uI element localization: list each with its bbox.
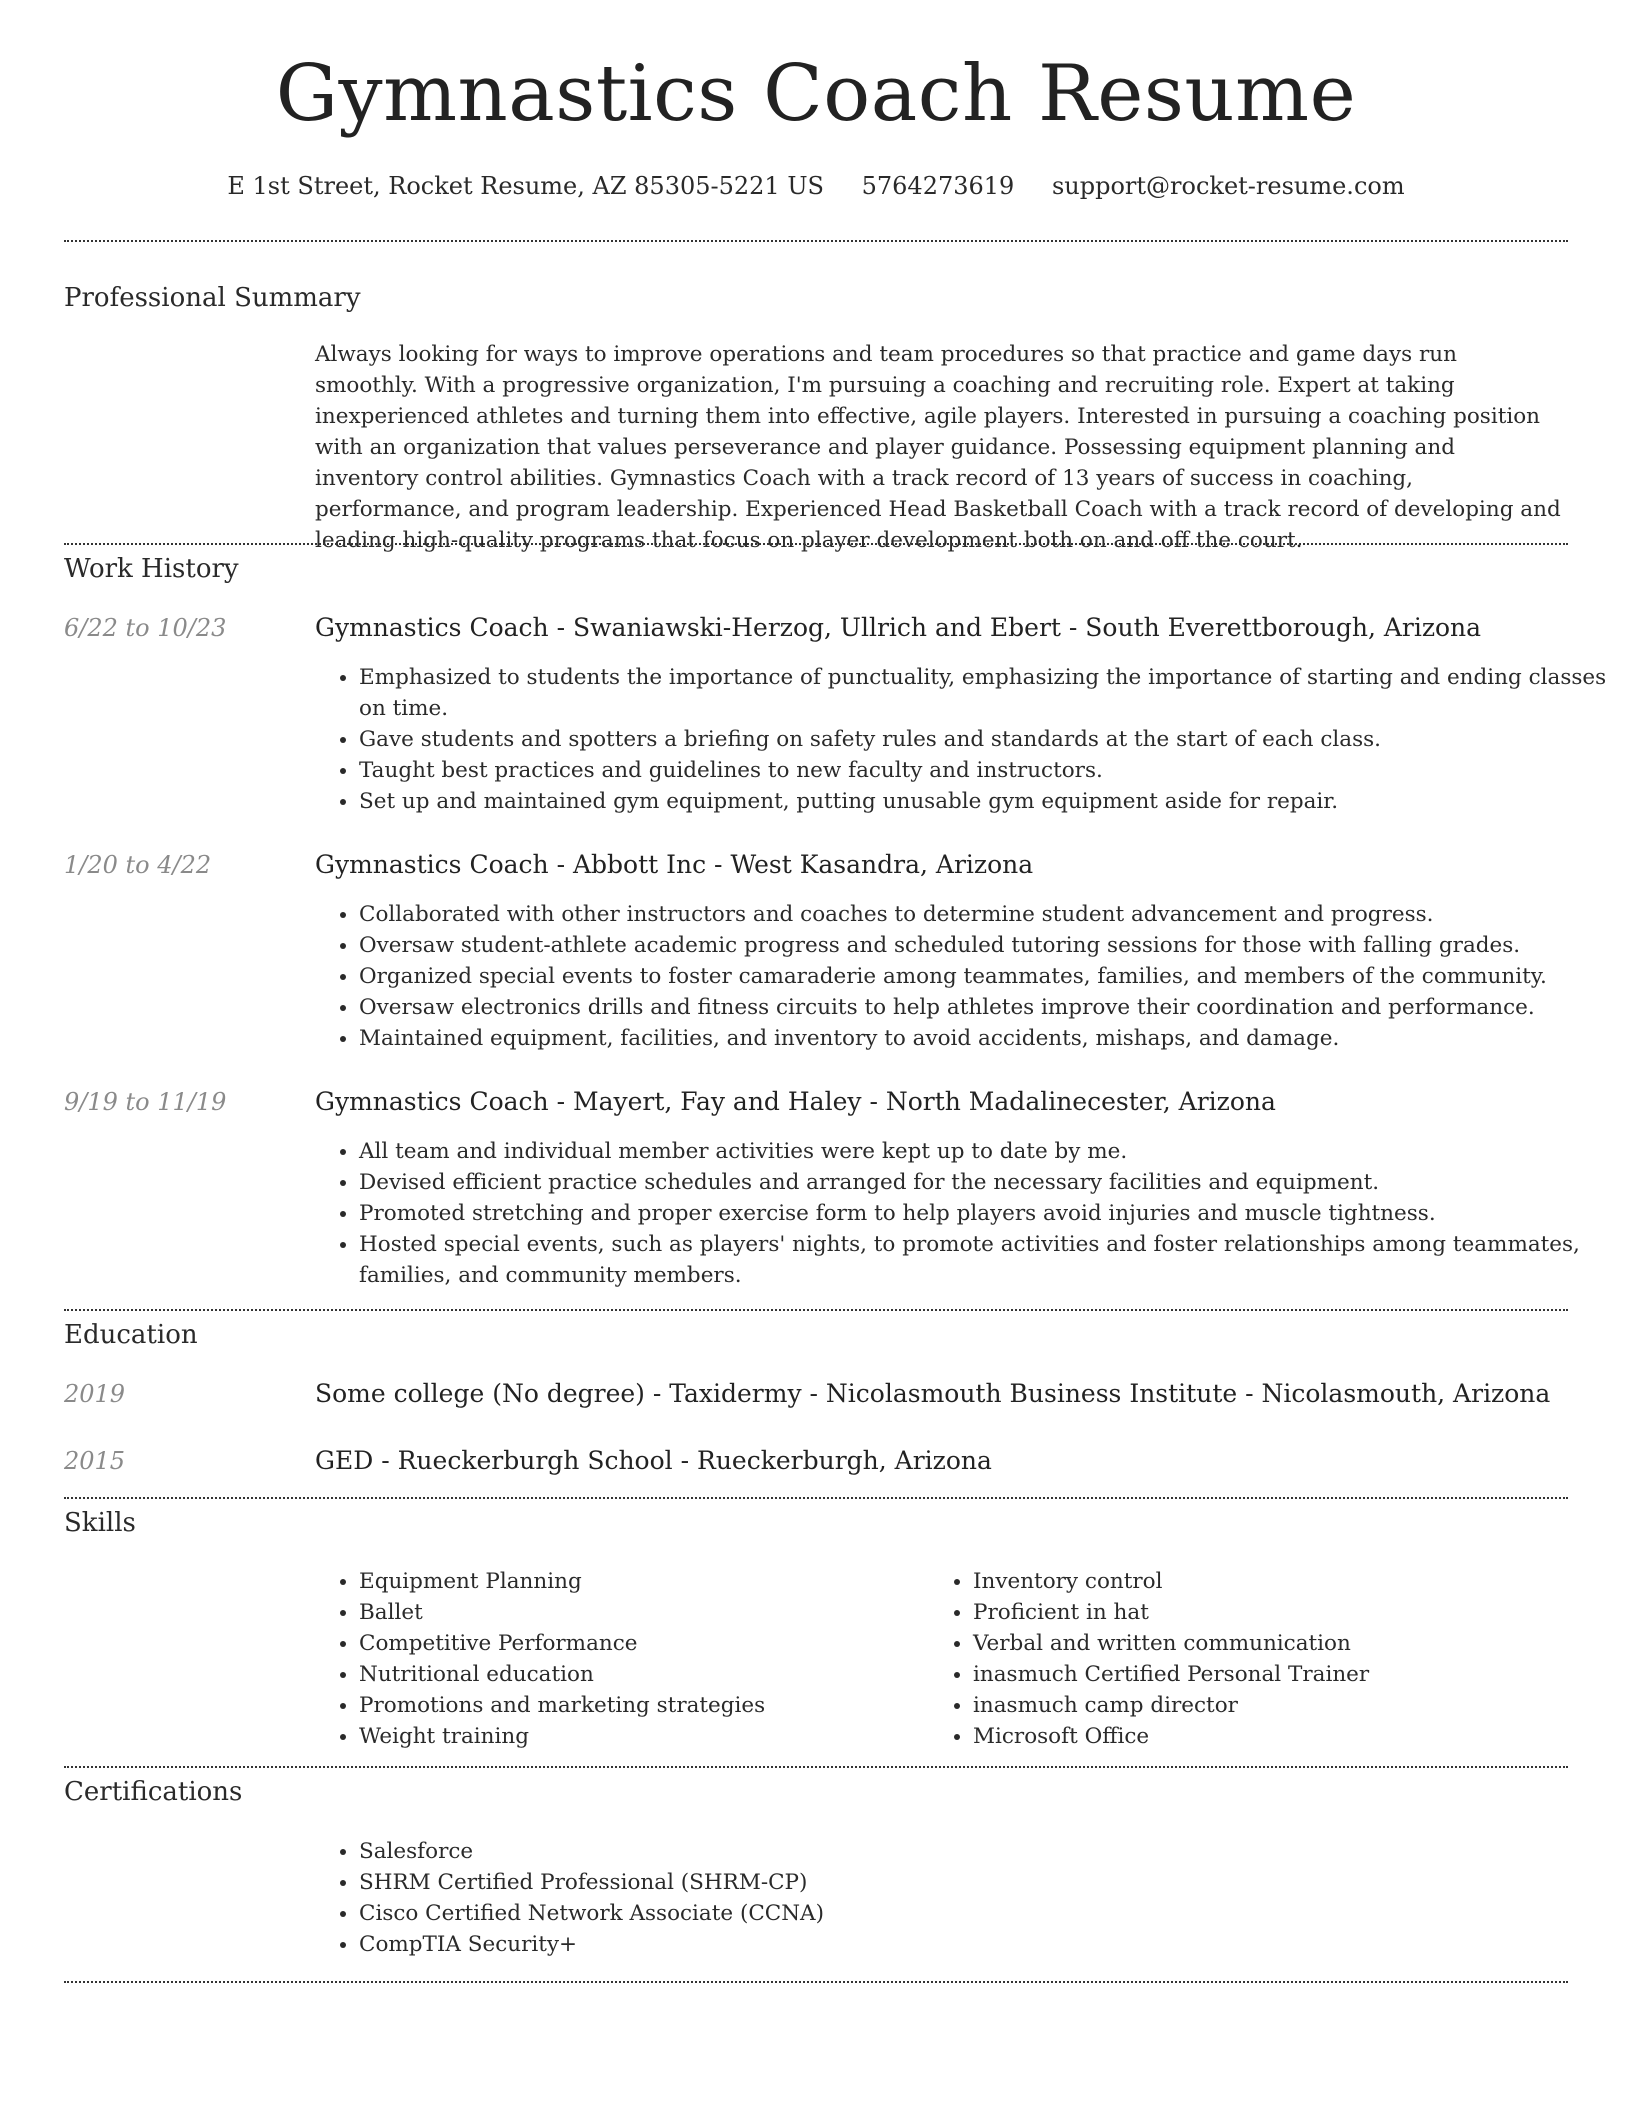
section-divider [64, 240, 1568, 242]
list-item: • Maintained equipment, facilities, and inventory to avoid accidents, mishaps, and damage. [359, 1023, 1609, 1054]
education-entry: Some college (No degree) - Taxidermy - Nicolasmouth Business Institute - Nicolasmouth, Arizona [315, 1379, 1551, 1408]
list-item: • Gave students and spotters a briefing on safety rules and standards at the start of each class. [359, 724, 1609, 755]
section-divider [64, 1309, 1568, 1311]
skills-list-right [929, 1566, 1573, 1752]
list-item: • Verbal and written communication [973, 1628, 1573, 1659]
job-title: Gymnastics Coach - Swaniawski-Herzog, Ullrich and Ebert - South Everettborough, Arizona [315, 613, 1482, 642]
list-item: • Emphasized to students the importance of punctuality, emphasizing the importance of starting and ending classes on time. [359, 662, 1609, 724]
list-item: • Cisco Certified Network Associate (CCNA) [359, 1898, 1559, 1929]
summary-text: Always looking for ways to improve operations and team procedures so that practice and game days run smoothly. With a progressive organization, I'm pursuing a coaching and recruiting role. Expert at taking inexperienced athletes and turning them into effective, agile players. Interested in pursuing a coaching position with an organization that values perseverance and player guidance. Possessing equipment planning and inventory control abilities. Gymnastics Coach with a track record of 13 years of success in coaching, performance, and program leadership. Experienced Head Basketball Coach with a track record of developing and leading high-quality programs that focus on player development both on and off the court. [315, 342, 1561, 553]
section-divider [64, 1981, 1568, 1983]
resume-title: Gymnastics Coach Resume [275, 49, 1357, 139]
list-item: • Microsoft Office [973, 1721, 1573, 1752]
job-title: Gymnastics Coach - Mayert, Fay and Haley - North Madalinecester, Arizona [315, 1087, 1276, 1116]
section-divider [64, 1766, 1568, 1768]
list-item: • Ballet [359, 1597, 919, 1628]
list-item: • inasmuch Certified Personal Trainer [973, 1659, 1573, 1690]
contact-email: support@rocket-resume.com [1051, 172, 1405, 200]
list-item: • Organized special events to foster camaraderie among teammates, families, and members of the community. [359, 961, 1609, 992]
list-item: • Taught best practices and guidelines to new faculty and instructors. [359, 755, 1609, 786]
job-dates: 6/22 to 10/23 [64, 614, 227, 642]
work-history-heading: Work History [64, 554, 239, 584]
list-item: • All team and individual member activities were kept up to date by me. [359, 1136, 1609, 1167]
job-bullets [315, 1136, 1609, 1291]
list-item: • Oversaw student-athlete academic progress and scheduled tutoring sessions for those with falling grades. [359, 930, 1609, 961]
skills-list-left [315, 1566, 919, 1752]
list-item: • Promoted stretching and proper exercise form to help players avoid injuries and muscle tightness. [359, 1198, 1609, 1229]
list-item: • Promotions and marketing strategies [359, 1690, 919, 1721]
certifications-heading: Certifications [64, 1777, 243, 1807]
section-divider [64, 1497, 1568, 1499]
list-item: • CompTIA Security+ [359, 1929, 1559, 1960]
list-item: • Inventory control [973, 1566, 1573, 1597]
list-item: • Nutritional education [359, 1659, 919, 1690]
list-item: • Collaborated with other instructors and coaches to determine student advancement and progress. [359, 899, 1609, 930]
job-bullets [315, 899, 1609, 1054]
education-year: 2019 [64, 1380, 126, 1408]
list-item: • Set up and maintained gym equipment, putting unusable gym equipment aside for repair. [359, 786, 1609, 817]
skills-heading: Skills [64, 1508, 136, 1538]
job-title: Gymnastics Coach - Abbott Inc - West Kasandra, Arizona [315, 850, 1034, 879]
contact-address: E 1st Street, Rocket Resume, AZ 85305-5221 US [227, 172, 824, 200]
list-item: • Oversaw electronics drills and fitness circuits to help athletes improve their coordination and performance. [359, 992, 1609, 1023]
list-item: • Hosted special events, such as players' nights, to promote activities and foster relationships among teammates, families, and community members. [359, 1229, 1609, 1291]
list-item: • SHRM Certified Professional (SHRM-CP) [359, 1867, 1559, 1898]
education-year: 2015 [64, 1447, 126, 1475]
education-heading: Education [64, 1320, 198, 1350]
contact-line [0, 172, 1632, 200]
list-item: • Devised efficient practice schedules and arranged for the necessary facilities and equipment. [359, 1167, 1609, 1198]
contact-phone: 5764273619 [861, 172, 1015, 200]
summary-heading: Professional Summary [64, 283, 361, 313]
list-item: • Salesforce [359, 1836, 1559, 1867]
list-item: • Weight training [359, 1721, 919, 1752]
section-divider [64, 543, 1568, 545]
education-entry: GED - Rueckerburgh School - Rueckerburgh, Arizona [315, 1446, 992, 1475]
job-bullets [315, 662, 1609, 817]
list-item: • Proficient in hat [973, 1597, 1573, 1628]
list-item: • Equipment Planning [359, 1566, 919, 1597]
list-item: • Competitive Performance [359, 1628, 919, 1659]
certifications-list [315, 1836, 1559, 1960]
job-dates: 9/19 to 11/19 [64, 1088, 227, 1116]
list-item: • inasmuch camp director [973, 1690, 1573, 1721]
job-dates: 1/20 to 4/22 [64, 851, 212, 879]
